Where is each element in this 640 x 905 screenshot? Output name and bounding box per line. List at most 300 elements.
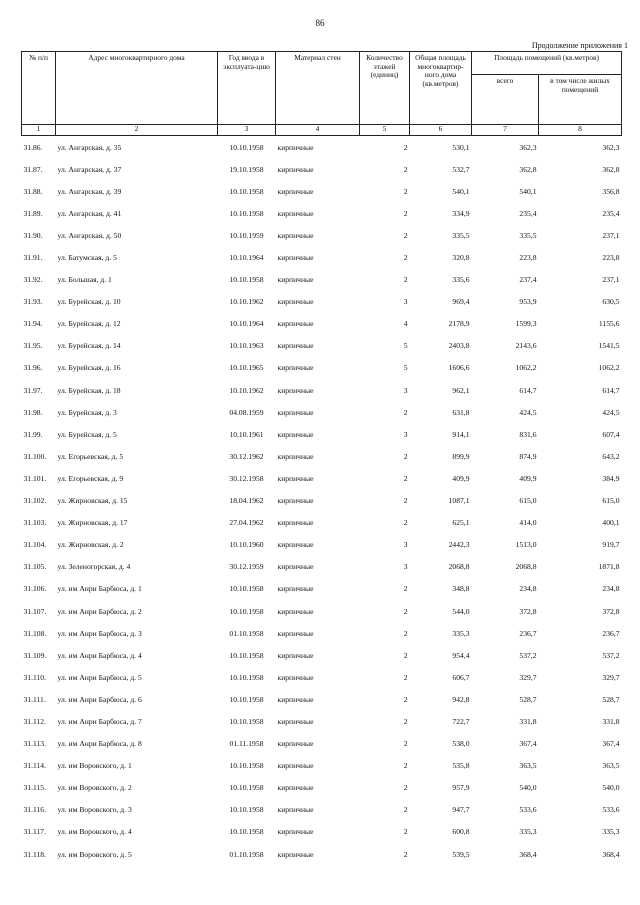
table-row — [22, 313, 622, 335]
row-year: 10.10.1958 — [229, 142, 264, 152]
row-address: ул. им Воровского, д. 3 — [57, 805, 132, 815]
continuation-note: Продолжение приложения 1 — [531, 41, 628, 50]
row-floors: 2 — [403, 208, 408, 218]
table-row — [22, 733, 622, 755]
row-premises-living: 237,1 — [602, 230, 620, 240]
row-floors: 2 — [403, 473, 408, 483]
row-premises-all: 236,7 — [519, 628, 537, 638]
row-material: кирпичные — [277, 164, 314, 174]
row-premises-living: 237,1 — [602, 275, 620, 285]
header-total-area: Общая площадь многоквартир-ного дома (кв.метров) — [410, 52, 472, 125]
row-year: 10.10.1958 — [229, 694, 264, 704]
row-premises-all: 533,6 — [519, 805, 537, 815]
row-floors: 2 — [403, 275, 408, 285]
table-row — [22, 710, 622, 732]
row-number: 31.114. — [23, 761, 46, 771]
row-year: 01.10.1958 — [229, 849, 264, 859]
row-floors: 2 — [403, 230, 408, 240]
table-row — [22, 688, 622, 710]
row-premises-all: 528,7 — [519, 694, 537, 704]
row-floors: 2 — [403, 164, 408, 174]
page-number: 86 — [315, 18, 325, 28]
row-total-area: 539,5 — [452, 849, 470, 859]
row-floors: 2 — [403, 628, 408, 638]
row-total-area: 954,4 — [452, 650, 470, 660]
row-floors: 2 — [403, 783, 408, 793]
row-premises-all: 237,4 — [519, 275, 537, 285]
header-num: № п/п — [22, 52, 56, 125]
table-row — [22, 224, 622, 246]
table-row — [22, 335, 622, 357]
header-premises-all: всего — [472, 75, 539, 125]
row-total-area: 625,1 — [452, 518, 470, 528]
table-row — [22, 821, 622, 843]
row-material: кирпичные — [277, 186, 314, 196]
row-number: 31.106. — [23, 584, 47, 594]
row-material: кирпичные — [277, 297, 314, 307]
row-number: 31.109. — [23, 650, 47, 660]
table-body — [22, 136, 622, 866]
row-premises-living: 528,7 — [602, 694, 620, 704]
row-premises-all: 372,8 — [519, 606, 537, 616]
row-premises-all: 615,0 — [519, 496, 537, 506]
row-premises-all: 424,5 — [519, 407, 537, 417]
table-row — [22, 490, 622, 512]
row-material: кирпичные — [277, 230, 314, 240]
header-material: Материал стен — [276, 52, 360, 125]
row-address: ул. Бурейская, д. 12 — [57, 319, 121, 329]
row-total-area: 538,0 — [452, 739, 470, 749]
row-premises-all: 1599,3 — [515, 319, 537, 329]
row-premises-living: 1871,8 — [598, 562, 620, 572]
row-floors: 2 — [403, 518, 408, 528]
column-number: 6 — [410, 125, 472, 136]
row-premises-living: 235,4 — [602, 208, 620, 218]
table-row — [22, 799, 622, 821]
row-floors: 2 — [403, 451, 408, 461]
row-year: 10.10.1958 — [229, 208, 264, 218]
row-floors: 2 — [403, 739, 408, 749]
row-premises-all: 409,9 — [519, 473, 537, 483]
column-number: 1 — [22, 125, 56, 136]
table-row — [22, 202, 622, 224]
row-address: ул. Ангарская, д. 37 — [57, 164, 122, 174]
row-number: 31.98. — [23, 407, 43, 417]
row-year: 10.10.1958 — [229, 827, 264, 837]
row-total-area: 532,7 — [452, 164, 470, 174]
row-material: кирпичные — [277, 451, 314, 461]
header-year: Год ввода в эксплуата-цию — [218, 52, 276, 125]
row-floors: 2 — [403, 186, 408, 196]
row-material: кирпичные — [277, 584, 314, 594]
row-year: 10.10.1962 — [229, 297, 264, 307]
row-total-area: 2442,3 — [448, 540, 470, 550]
row-premises-all: 614,7 — [519, 385, 537, 395]
row-total-area: 320,8 — [452, 253, 470, 263]
row-premises-all: 362,3 — [519, 142, 537, 152]
row-number: 31.87. — [23, 164, 43, 174]
row-floors: 2 — [403, 672, 408, 682]
row-total-area: 631,8 — [452, 407, 470, 417]
row-premises-all: 540,0 — [519, 783, 537, 793]
row-address: ул. Бурейская, д. 16 — [57, 363, 121, 373]
row-address: ул. им Анри Барбюса, д. 2 — [57, 606, 142, 616]
row-material: кирпичные — [277, 650, 314, 660]
row-premises-living: 400,1 — [602, 518, 620, 528]
table-row — [22, 445, 622, 467]
row-address: ул. Бурейская, д. 10 — [57, 297, 121, 307]
row-floors: 4 — [403, 319, 408, 329]
row-address: ул. Жирновская, д. 17 — [57, 518, 128, 528]
table-row — [22, 136, 622, 159]
row-floors: 2 — [403, 606, 408, 616]
row-material: кирпичные — [277, 253, 314, 263]
row-total-area: 1606,6 — [448, 363, 470, 373]
row-total-area: 335,6 — [452, 275, 470, 285]
row-premises-all: 367,4 — [519, 739, 537, 749]
row-total-area: 914,1 — [452, 429, 470, 439]
row-year: 10.10.1958 — [229, 761, 264, 771]
row-premises-living: 1155,6 — [598, 319, 620, 329]
row-year: 10.10.1960 — [229, 540, 264, 550]
row-year: 10.10.1961 — [229, 429, 264, 439]
row-number: 31.94. — [23, 319, 43, 329]
table-row — [22, 401, 622, 423]
row-premises-living: 1062,2 — [598, 363, 620, 373]
column-number: 2 — [56, 125, 218, 136]
table-row — [22, 423, 622, 445]
row-premises-all: 1513,0 — [515, 540, 537, 550]
row-number: 31.115. — [23, 783, 46, 793]
row-premises-all: 953,9 — [519, 297, 537, 307]
row-premises-living: 368,4 — [602, 849, 620, 859]
row-floors: 5 — [403, 341, 408, 351]
row-year: 10.10.1958 — [229, 783, 264, 793]
column-number: 5 — [360, 125, 410, 136]
row-material: кирпичные — [277, 761, 314, 771]
row-floors: 2 — [403, 849, 408, 859]
row-address: ул. Жирновская, д. 2 — [57, 540, 124, 550]
row-premises-living: 919,7 — [602, 540, 620, 550]
row-number: 31.103. — [23, 518, 47, 528]
row-address: ул. Ангарская, д. 41 — [57, 208, 122, 218]
row-total-area: 969,4 — [452, 297, 470, 307]
row-total-area: 899,9 — [452, 451, 470, 461]
row-premises-living: 424,5 — [602, 407, 620, 417]
row-premises-living: 223,8 — [602, 253, 620, 263]
column-number: 8 — [539, 125, 622, 136]
row-premises-living: 331,8 — [602, 716, 620, 726]
row-material: кирпичные — [277, 208, 314, 218]
row-total-area: 2403,8 — [448, 341, 470, 351]
table-row — [22, 269, 622, 291]
row-premises-living: 643,2 — [602, 451, 620, 461]
row-total-area: 962,1 — [452, 385, 470, 395]
row-floors: 3 — [403, 429, 408, 439]
table-row — [22, 622, 622, 644]
row-total-area: 606,7 — [452, 672, 470, 682]
row-address: ул. Егорьевская, д. 5 — [57, 451, 124, 461]
row-premises-living: 367,4 — [602, 739, 620, 749]
row-number: 31.86. — [23, 142, 43, 152]
row-number: 31.113. — [23, 739, 46, 749]
row-address: ул. им Анри Барбюса, д. 1 — [57, 584, 142, 594]
row-number: 31.107. — [23, 606, 47, 616]
row-number: 31.118. — [23, 849, 46, 859]
row-premises-all: 223,8 — [519, 253, 537, 263]
row-year: 10.10.1958 — [229, 716, 264, 726]
row-premises-living: 540,0 — [602, 783, 620, 793]
row-floors: 3 — [403, 385, 408, 395]
row-year: 10.10.1958 — [229, 186, 264, 196]
row-premises-all: 831,6 — [519, 429, 537, 439]
row-material: кирпичные — [277, 849, 314, 859]
row-premises-living: 537,2 — [602, 650, 620, 660]
row-year: 27.04.1962 — [229, 518, 264, 528]
housing-register-table — [21, 51, 622, 865]
row-address: ул. им Анри Барбюса, д. 6 — [57, 694, 142, 704]
row-premises-living: 615,0 — [602, 496, 620, 506]
row-total-area: 544,0 — [452, 606, 470, 616]
table-row — [22, 291, 622, 313]
row-floors: 2 — [403, 407, 408, 417]
row-material: кирпичные — [277, 363, 314, 373]
row-year: 10.10.1963 — [229, 341, 264, 351]
row-premises-all: 329,7 — [519, 672, 537, 682]
table-row — [22, 556, 622, 578]
row-material: кирпичные — [277, 805, 314, 815]
table-row — [22, 777, 622, 799]
row-total-area: 335,5 — [452, 230, 470, 240]
table-row — [22, 534, 622, 556]
table-row — [22, 578, 622, 600]
row-total-area: 335,3 — [452, 628, 470, 638]
row-address: ул. Большая, д. 1 — [57, 275, 112, 285]
row-number: 31.99. — [23, 429, 43, 439]
row-address: ул. Батумская, д. 5 — [57, 253, 117, 263]
row-premises-all: 363,5 — [519, 761, 537, 771]
row-material: кирпичные — [277, 473, 314, 483]
row-year: 10.10.1958 — [229, 584, 264, 594]
row-address: ул. им Анри Барбюса, д. 8 — [57, 739, 142, 749]
header-premises-living: в том числе жилых помещений — [539, 75, 622, 125]
row-number: 31.90. — [23, 230, 43, 240]
table-row — [22, 467, 622, 489]
row-material: кирпичные — [277, 716, 314, 726]
row-address: ул. им Анри Барбюса, д. 5 — [57, 672, 142, 682]
row-year: 30.12.1959 — [229, 562, 264, 572]
row-premises-living: 362,8 — [602, 164, 620, 174]
row-floors: 2 — [403, 496, 408, 506]
table-row — [22, 666, 622, 688]
row-floors: 2 — [403, 827, 408, 837]
row-year: 18.04.1962 — [229, 496, 264, 506]
row-address: ул. Зеленогорская, д. 4 — [57, 562, 131, 572]
row-address: ул. Жирновская, д. 15 — [57, 496, 128, 506]
row-year: 10.10.1958 — [229, 805, 264, 815]
row-address: ул. Бурейская, д. 18 — [57, 385, 121, 395]
row-material: кирпичные — [277, 496, 314, 506]
table-row — [22, 600, 622, 622]
row-number: 31.101. — [23, 473, 47, 483]
table-row — [22, 843, 622, 865]
row-address: ул. Егорьевская, д. 9 — [57, 473, 124, 483]
row-floors: 3 — [403, 297, 408, 307]
row-number: 31.96. — [23, 363, 43, 373]
table-row — [22, 755, 622, 777]
row-total-area: 600,8 — [452, 827, 470, 837]
row-address: ул. им Воровского, д. 5 — [57, 849, 132, 859]
table-row — [22, 512, 622, 534]
row-premises-all: 335,3 — [519, 827, 537, 837]
column-number: 3 — [218, 125, 276, 136]
row-address: ул. им Анри Барбюса, д. 7 — [57, 716, 142, 726]
row-premises-living: 363,5 — [602, 761, 620, 771]
row-material: кирпичные — [277, 562, 314, 572]
row-year: 10.10.1958 — [229, 672, 264, 682]
row-floors: 5 — [403, 363, 408, 373]
row-number: 31.105. — [23, 562, 47, 572]
row-total-area: 1087,1 — [448, 496, 470, 506]
column-number-row — [22, 125, 622, 136]
row-premises-all: 235,4 — [519, 208, 537, 218]
row-year: 10.10.1958 — [229, 606, 264, 616]
row-material: кирпичные — [277, 606, 314, 616]
row-total-area: 540,1 — [452, 186, 470, 196]
table-row — [22, 379, 622, 401]
row-floors: 3 — [403, 540, 408, 550]
row-material: кирпичные — [277, 341, 314, 351]
row-total-area: 409,9 — [452, 473, 470, 483]
row-premises-living: 236,7 — [602, 628, 620, 638]
row-premises-all: 2143,6 — [515, 341, 537, 351]
row-address: ул. Бурейская, д. 5 — [57, 429, 117, 439]
row-floors: 2 — [403, 142, 408, 152]
table-row — [22, 246, 622, 268]
row-premises-living: 335,3 — [602, 827, 620, 837]
row-number: 31.92. — [23, 275, 43, 285]
row-year: 30.12.1962 — [229, 451, 264, 461]
row-number: 31.116. — [23, 805, 46, 815]
row-number: 31.89. — [23, 208, 43, 218]
row-total-area: 334,9 — [452, 208, 470, 218]
row-material: кирпичные — [277, 142, 314, 152]
row-number: 31.104. — [23, 540, 47, 550]
row-total-area: 2178,9 — [448, 319, 470, 329]
row-material: кирпичные — [277, 739, 314, 749]
row-address: ул. Ангарская, д. 39 — [57, 186, 122, 196]
row-total-area: 942,8 — [452, 694, 470, 704]
row-premises-all: 362,8 — [519, 164, 537, 174]
table-row — [22, 158, 622, 180]
row-premises-living: 533,6 — [602, 805, 620, 815]
row-floors: 3 — [403, 562, 408, 572]
row-year: 30.12.1958 — [229, 473, 264, 483]
row-premises-all: 331,8 — [519, 716, 537, 726]
row-year: 01.10.1958 — [229, 628, 264, 638]
row-address: ул. им Анри Барбюса, д. 3 — [57, 628, 142, 638]
row-premises-living: 362,3 — [602, 142, 620, 152]
table-row — [22, 644, 622, 666]
column-number: 4 — [276, 125, 360, 136]
row-address: ул. им Воровского, д. 2 — [57, 783, 132, 793]
row-floors: 2 — [403, 805, 408, 815]
row-floors: 2 — [403, 253, 408, 263]
row-address: ул. им Анри Барбюса, д. 4 — [57, 650, 142, 660]
row-floors: 2 — [403, 716, 408, 726]
row-total-area: 535,8 — [452, 761, 470, 771]
row-premises-all: 874,9 — [519, 451, 537, 461]
row-number: 31.110. — [23, 672, 46, 682]
row-number: 31.102. — [23, 496, 47, 506]
row-material: кирпичные — [277, 694, 314, 704]
row-material: кирпичные — [277, 385, 314, 395]
row-year: 01.11.1958 — [229, 739, 264, 749]
row-premises-all: 234,8 — [519, 584, 537, 594]
row-premises-all: 540,1 — [519, 186, 537, 196]
row-material: кирпичные — [277, 827, 314, 837]
header-premises-area: Площадь помещений (кв.метров) — [472, 52, 622, 75]
row-number: 31.97. — [23, 385, 43, 395]
row-address: ул. Бурейская, д. 3 — [57, 407, 117, 417]
row-material: кирпичные — [277, 518, 314, 528]
row-premises-living: 630,5 — [602, 297, 620, 307]
row-year: 19.10.1958 — [229, 164, 264, 174]
row-number: 31.93. — [23, 297, 43, 307]
row-premises-all: 335,5 — [519, 230, 537, 240]
row-premises-living: 329,7 — [602, 672, 620, 682]
row-total-area: 2068,8 — [448, 562, 470, 572]
row-premises-living: 234,8 — [602, 584, 620, 594]
row-year: 10.10.1964 — [229, 319, 264, 329]
row-total-area: 947,7 — [452, 805, 470, 815]
table-row — [22, 357, 622, 379]
row-number: 31.88. — [23, 186, 43, 196]
row-premises-living: 1541,5 — [598, 341, 620, 351]
row-number: 31.91. — [23, 253, 43, 263]
row-premises-living: 384,9 — [602, 473, 620, 483]
row-floors: 2 — [403, 584, 408, 594]
header-address: Адрес многоквартирного дома — [56, 52, 218, 125]
row-material: кирпичные — [277, 540, 314, 550]
row-material: кирпичные — [277, 672, 314, 682]
row-floors: 2 — [403, 761, 408, 771]
row-number: 31.95. — [23, 341, 43, 351]
row-premises-living: 372,8 — [602, 606, 620, 616]
row-year: 04.08.1959 — [229, 407, 264, 417]
row-year: 10.10.1958 — [229, 650, 264, 660]
row-total-area: 957,9 — [452, 783, 470, 793]
row-premises-living: 607,4 — [602, 429, 620, 439]
row-year: 10.10.1965 — [229, 363, 264, 373]
row-number: 31.117. — [23, 827, 46, 837]
column-number: 7 — [472, 125, 539, 136]
row-premises-all: 1062,2 — [515, 363, 537, 373]
row-number: 31.108. — [23, 628, 47, 638]
row-material: кирпичные — [277, 319, 314, 329]
row-floors: 2 — [403, 650, 408, 660]
row-number: 31.111. — [23, 694, 46, 704]
row-premises-all: 414,0 — [519, 518, 537, 528]
row-address: ул. им Воровского, д. 4 — [57, 827, 132, 837]
row-year: 10.10.1962 — [229, 385, 264, 395]
table-row — [22, 180, 622, 202]
row-floors: 2 — [403, 694, 408, 704]
row-number: 31.112. — [23, 716, 46, 726]
row-total-area: 530,1 — [452, 142, 470, 152]
row-address: ул. Ангарская, д. 50 — [57, 230, 122, 240]
row-premises-living: 356,8 — [602, 186, 620, 196]
